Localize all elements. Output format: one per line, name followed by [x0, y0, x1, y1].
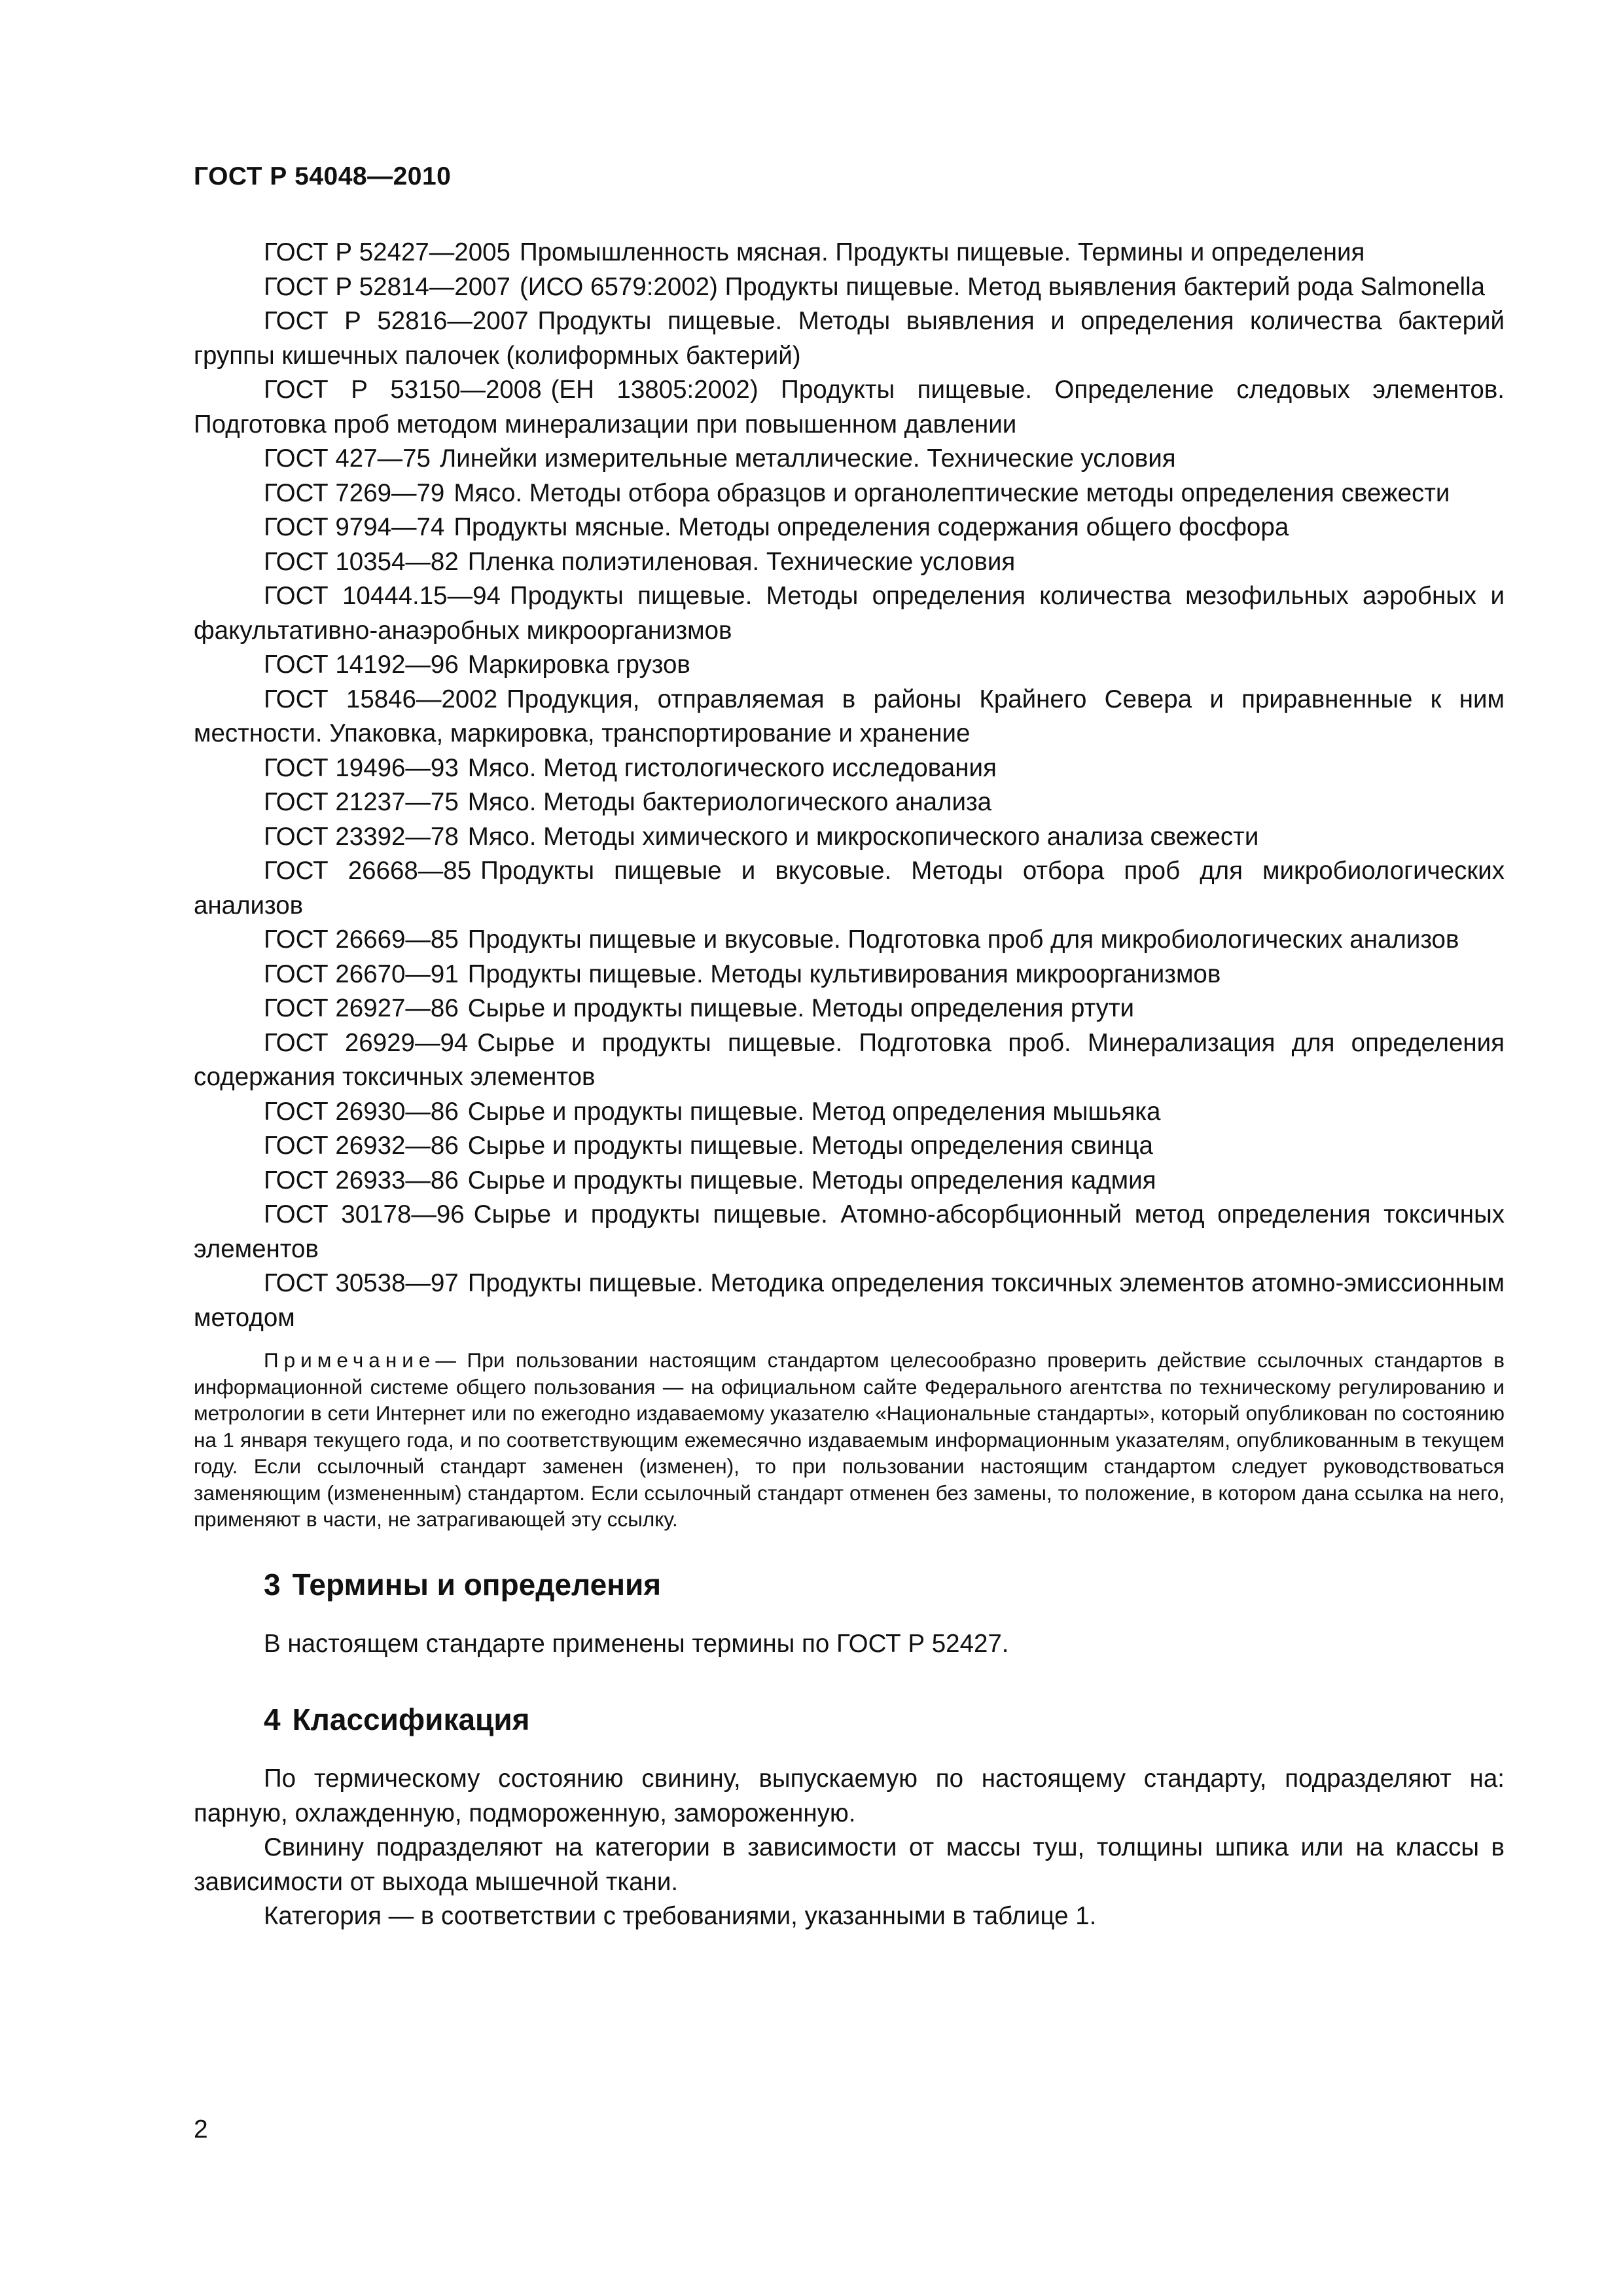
reference-title: Сырье и продукты пищевые. Метод определения мышьяка [467, 1097, 1161, 1126]
reference-title: Продукция, отправляемая в районы Крайнего Севера и приравненные к ним местности. Упаковка, маркировка, транспортирование и хранение [194, 685, 1505, 747]
reference-code: ГОСТ 21237—75 [264, 788, 459, 816]
note-paragraph [194, 1347, 1505, 1533]
reference-code: ГОСТ Р 52816—2007 [264, 307, 529, 335]
reference-title: Маркировка грузов [467, 651, 690, 679]
reference-item [194, 923, 1505, 958]
reference-item [194, 683, 1505, 751]
reference-item [194, 751, 1505, 786]
reference-item [194, 1266, 1505, 1335]
reference-code: ГОСТ 30538—97 [264, 1269, 459, 1297]
reference-code: ГОСТ 26930—86 [264, 1097, 459, 1126]
reference-title: Продукты пищевые и вкусовые. Подготовка проб для микробиологических анализов [467, 925, 1459, 954]
reference-title: Мясо. Методы бактериологического анализа [467, 788, 992, 816]
page-number: 2 [194, 2115, 208, 2144]
section-4-title: Классификация [292, 1702, 530, 1736]
normative-references-list [194, 236, 1505, 1335]
reference-item [194, 648, 1505, 683]
reference-title: Продукты пищевые. Методика определения токсичных элементов атомно-эмиссионным методом [194, 1269, 1505, 1332]
reference-code: ГОСТ 26929—94 [264, 1028, 469, 1057]
reference-title: Промышленность мясная. Продукты пищевые. Термины и определения [519, 238, 1365, 266]
reference-title: Сырье и продукты пищевые. Методы определения ртути [467, 994, 1135, 1022]
reference-code: ГОСТ 26927—86 [264, 994, 459, 1022]
reference-code: ГОСТ 30178—96 [264, 1200, 465, 1229]
section-3-title: Термины и определения [292, 1567, 662, 1602]
reference-item [194, 304, 1505, 373]
section-3-number: 3 [264, 1567, 281, 1602]
reference-code: ГОСТ Р 52427—2005 [264, 238, 510, 266]
reference-code: ГОСТ Р 53150—2008 [264, 376, 542, 404]
reference-title: Продукты пищевые. Методы культивирования микроорганизмов [467, 960, 1221, 988]
document-code-header: ГОСТ Р 54048—2010 [194, 162, 452, 190]
reference-item [194, 1129, 1505, 1164]
reference-code: ГОСТ 15846—2002 [264, 685, 498, 713]
section-3-text: В настоящем стандарте применены термины по ГОСТ Р 52427. [264, 1629, 1009, 1658]
reference-code: ГОСТ 26669—85 [264, 925, 459, 954]
section-4-number: 4 [264, 1702, 281, 1736]
reference-title: Сырье и продукты пищевые. Методы определения свинца [467, 1132, 1153, 1160]
reference-code: ГОСТ 26932—86 [264, 1132, 459, 1160]
reference-title: Сырье и продукты пищевые. Подготовка проб. Минерализация для определения содержания токсичных элементов [194, 1028, 1505, 1091]
reference-code: ГОСТ 10444.15—94 [264, 582, 501, 610]
reference-code: ГОСТ 26668—85 [264, 857, 472, 885]
reference-title: Продукты пищевые. Методы выявления и определения количества бактерий группы кишечных палочек (колиформных бактерий) [194, 307, 1505, 370]
reference-title: Сырье и продукты пищевые. Атомно-абсорбционный метод определения токсичных элементов [194, 1200, 1505, 1263]
reference-code: ГОСТ 427—75 [264, 444, 431, 473]
reference-item [194, 270, 1505, 305]
reference-item [194, 1095, 1505, 1130]
reference-item [194, 236, 1505, 270]
reference-item [194, 511, 1505, 545]
reference-code: ГОСТ 7269—79 [264, 478, 445, 507]
reference-item [194, 785, 1505, 820]
reference-code: ГОСТ 26933—86 [264, 1166, 459, 1194]
reference-title: Продукты пищевые. Методы определения количества мезофильных аэробных и факультативно-анаэробных микроорганизмов [194, 582, 1505, 645]
note-text: — При пользовании настоящим стандартом целесообразно проверить действие ссылочных стандартов в информационной системе общего пользования — на официальном сайте Федерального агентства по техническому регулированию и метрологии в сети Интернет или по ежегодно издаваемому указателю «Национальные стандарты», который опубликован по состоянию на 1 января текущего года, и по соответствующим ежемесячно издаваемым информационным указателям, опубликованным в текущем году. Если ссылочный стандарт заменен (изменен), то при пользовании настоящим стандартом следует руководствоваться заменяющим (измененным) стандартом. Если ссылочный стандарт отменен без замены, то положение, в котором дана ссылка на него, применяют в части, не затрагивающей эту ссылку. [194, 1348, 1505, 1531]
reference-item [194, 579, 1505, 648]
section-3-heading [194, 1567, 1505, 1602]
reference-code: ГОСТ 14192—96 [264, 651, 459, 679]
reference-title: (ЕН 13805:2002) Продукты пищевые. Определение следовых элементов. Подготовка проб методом минерализации при повышенном давлении [194, 376, 1505, 439]
reference-code: ГОСТ 23392—78 [264, 822, 459, 851]
section-4-body [194, 1762, 1505, 1934]
reference-code: ГОСТ 19496—93 [264, 753, 459, 782]
reference-title: Мясо. Методы отбора образцов и органолептические методы определения свежести [454, 478, 1450, 507]
reference-title: Продукты мясные. Методы определения содержания общего фосфора [454, 513, 1289, 541]
reference-item [194, 1164, 1505, 1198]
note-label: Примечание [264, 1348, 436, 1372]
section-4-paragraph: Категория — в соответствии с требованиями, указанными в таблице 1. [264, 1902, 1097, 1930]
reference-title: Продукты пищевые и вкусовые. Методы отбора проб для микробиологических анализов [194, 857, 1505, 920]
reference-item [194, 373, 1505, 442]
reference-item [194, 992, 1505, 1026]
section-4-paragraph: По термическому состоянию свинину, выпускаемую по настоящему стандарту, подразделяют на: парную, охлажденную, подмороженную, замороженную. [194, 1765, 1505, 1827]
reference-title: Мясо. Методы химического и микроскопического анализа свежести [467, 822, 1259, 851]
reference-item [194, 854, 1505, 923]
section-4-heading [194, 1702, 1505, 1737]
reference-title: Сырье и продукты пищевые. Методы определения кадмия [467, 1166, 1156, 1194]
reference-title: Линейки измерительные металлические. Технические условия [439, 444, 1176, 473]
reference-item [194, 442, 1505, 476]
reference-title: Мясо. Метод гистологического исследования [467, 753, 997, 782]
page-content [194, 236, 1505, 1934]
reference-code: ГОСТ 26670—91 [264, 960, 459, 988]
reference-item [194, 545, 1505, 580]
reference-item [194, 820, 1505, 855]
reference-title: Пленка полиэтиленовая. Технические условия [467, 547, 1016, 576]
section-4-paragraph: Свинину подразделяют на категории в зависимости от массы туш, толщины шпика или на классы в зависимости от выхода мышечной ткани. [194, 1833, 1505, 1896]
reference-code: ГОСТ Р 52814—2007 [264, 272, 510, 301]
reference-code: ГОСТ 9794—74 [264, 513, 445, 541]
reference-item [194, 1198, 1505, 1266]
reference-code: ГОСТ 10354—82 [264, 547, 459, 576]
reference-title: (ИСО 6579:2002) Продукты пищевые. Метод выявления бактерий рода Salmonella [519, 272, 1486, 301]
reference-item [194, 958, 1505, 992]
reference-item [194, 476, 1505, 511]
reference-item [194, 1026, 1505, 1095]
